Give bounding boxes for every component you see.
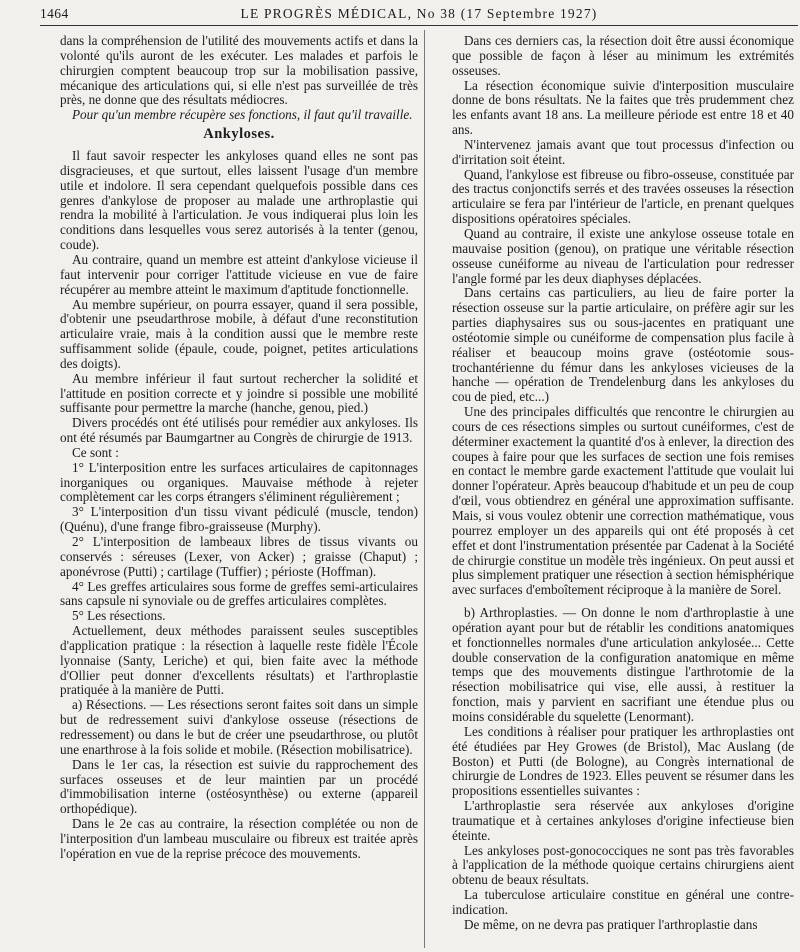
paragraph: 1° L'interposition entre les surfaces articulaires de capitonnages inorganiques ou organiques. Mauvaise méthode à rejeter complètement car les corps étrangers s'éliminent régulièrement ; bbox=[60, 459, 418, 505]
paragraph: L'arthroplastie sera réservée aux ankyloses d'origine traumatique et à certaines ankyloses d'origine infectieuse bien éteinte. bbox=[452, 798, 794, 843]
paragraph: Dans le 1er cas, la résection est suivie du rapprochement des surfaces osseuses et de leur maintien par un procédé d'immobilisation interne (ostéosynthèse) ou externe (appareil orthopédique). bbox=[60, 756, 418, 817]
paragraph: La résection économique suivie d'interposition musculaire donne de bons résultats. Ne la faites que très prudemment chez les enfants avant 18 ans. La meilleure période est entre 18 et 40 ans. bbox=[452, 77, 794, 138]
paragraph: Dans certains cas particuliers, au lieu de faire porter la résection osseuse sur la partie articulaire, on préfère agir sur les parties diaphysaires sus ou sous-jacentes en pratiquant une ostéotomie simple ou cunéiforme de compensation plus facile à réaliser et beaucoup moins grave (ostéotomie sous-trochantérienne du fémur dans les ankyloses vicieuses de la hanche — opération de Trendelenburg dans les ankyloses du cou de pied, etc...) bbox=[452, 285, 794, 405]
paragraph: b) Arthroplasties. — On donne le nom d'arthroplastie à une opération ayant pour but de rétablir les conditions anatomiques et fonctionnelles normales d'une articulation ankylosée... Cette double conservation de la configuration anatomique en même temps que des mouvements distingue l'arthrotomie de la résection mobilisatrice qui vise, elle aussi, à restituer la fonction, mais y parvient en sacrifiant une étendue plus ou moins considérable du squelette (Lenormant). bbox=[452, 605, 794, 724]
paragraph: 5° Les résections. bbox=[72, 608, 166, 624]
paragraph: Dans ces derniers cas, la résection doit être aussi économique que possible de façon à léser au minimum les extrémités osseuses. bbox=[452, 33, 794, 78]
section-heading: Ankyloses. bbox=[203, 126, 275, 143]
paragraph: Actuellement, deux méthodes paraissent seules susceptibles d'application pratique : la résection à laquelle reste fidèle l'École lyonnaise (Santy, Leriche) et qui, bien faite avec la méthode d'Ollier peut donner d'excellents résultats) et l'arthroplastie pratiquée à la manière de Putti. bbox=[60, 623, 418, 698]
paragraph: Ce sont : bbox=[72, 444, 119, 460]
paragraph: a) Résections. — Les résections seront faites soit dans un simple but de redressement suivi d'ankylose osseuse (résections de redressement) ou dans le but de créer une pseudarthrose, ou plutôt une enarthrose à la fois solide et mobile. (Résection mobilisatrice). bbox=[60, 697, 418, 757]
left-column bbox=[60, 34, 418, 862]
paragraph: Il faut savoir respecter les ankyloses quand elles ne sont pas disgracieuses, et que surtout, elles laissent l'usage d'un membre utile et indolore. Il sera cependant quelquefois possible dans ces genres d'ankylose de proposer au malade une arthroplastie qui rendra la mobilité à l'articulation. Je vous indiquerai plus loin les conditions dans lesquelles vous serez autorisés à la tenter (genou, coude). bbox=[60, 148, 418, 253]
page-header bbox=[40, 6, 798, 22]
paragraph: 4° Les greffes articulaires sous forme de greffes semi-articulaires sans capsule ni synoviale ou de greffes articulaires complètes. bbox=[60, 578, 418, 609]
paragraph: 2° L'interposition de lambeaux libres de tissus vivants ou conservés : séreuses (Lexer, von Acker) ; graisse (Chaput) ; aponévrose (Putti) ; cartilage (Tuffier) ; périoste (Hoffman). bbox=[60, 534, 418, 579]
paragraph: Quand au contraire, il existe une ankylose osseuse totale en mauvaise position (genou), on pratique une véritable résection osseuse cunéiforme au niveau de l'articulation pour redresser l'angle formé par les deux diaphyses déplacées. bbox=[452, 225, 794, 286]
paragraph: Pour qu'un membre récupère ses fonctions, il faut qu'il travaille. bbox=[72, 107, 413, 123]
paragraph: De même, on ne devra pas pratiquer l'arthroplastie dans bbox=[464, 916, 758, 932]
paragraph: Au contraire, quand un membre est atteint d'ankylose vicieuse il faut intervenir pour corriger l'attitude vicieuse en vue de faire récupérer au membre atteint le maximum d'aptitude fonctionnelle. bbox=[60, 251, 418, 297]
paragraph: Une des principales difficultés que rencontre le chirurgien au cours de ces résections simples ou surtout cunéiformes, c'est de déterminer exactement la quantité d'os à enlever, la direction des coupes à faire pour que les surfaces de section une fois remises en contact le membre garde exactement l'attitude que voulait lui donner l'opérateur. Après beaucoup d'habitude et un peu de coup d'œil, vous obtiendrez en général une approximation suffisante. Mais, si vous voulez obtenir une correction mathématique, vous pourrez employer un des appareils qui ont été proposés à cet effet et dont l'instrumentation présentée par Cadenat à la Société de chirurgie constitue un modèle très ingénieux. On peut aussi et plus simplement pratiquer une résection à section hémisphérique avec surfaces d'emboîtement réciproque à la manière de Sorel. bbox=[452, 404, 794, 598]
page-number: 1464 bbox=[40, 6, 69, 21]
paragraph: Au membre supérieur, on pourra essayer, quand il sera possible, d'obtenir une pseudarthrose mobile, à défaut d'une reconstitution articulaire vraie, mais à la condition aussi que le membre reste suffisamment solide (épaule, coude, poignet, petites articulations des doigts). bbox=[60, 296, 418, 371]
running-title: LE PROGRÈS MÉDICAL, No 38 (17 Septembre 1927) bbox=[240, 6, 598, 21]
right-column bbox=[452, 34, 794, 933]
paragraph: Les conditions à réaliser pour pratiquer les arthroplasties ont été étudiées par Hey Growes (de Bristol), Mac Auslang (de Boston) et Putti (de Bologne), au Congrès international de chirurgie de Londres de 1923. Elles peuvent se résumer dans les propositions essentielles suivantes : bbox=[452, 723, 794, 799]
paragraph: Quand, l'ankylose est fibreuse ou fibro-osseuse, constituée par des tractus conjonctifs serrés et des travées osseuses la résection articulaire se fera par l'intérieur de l'article, en prenant quelques dispositions opératoires spéciales. bbox=[452, 166, 794, 227]
paragraph: Dans le 2e cas au contraire, la résection complétée ou non de l'interposition d'un lambeau musculaire ou fibreux est traitée après l'opération en vue de la reprise précoce des mouvements. bbox=[60, 816, 418, 861]
paragraph: Les ankyloses post-gonococciques ne sont pas très favorables à l'application de la méthode quoique certains chirurgiens aient obtenu de beaux résultats. bbox=[452, 842, 794, 888]
paragraph: dans la compréhension de l'utilité des mouvements actifs et dans la volonté qu'ils auront de les exécuter. Les malades et parfois le chirurgien comptent beaucoup trop sur la mobilisation passive, mécanique des articulations qui, si elle n'est pas surveillée de très près, ne donne que des résultats médiocres. bbox=[60, 33, 418, 108]
paragraph: Au membre inférieur il faut surtout rechercher la solidité et l'attitude en position correcte et y joindre si possible une mobilité suffisante pour permettre la marche (hanche, genou, pied.) bbox=[60, 370, 418, 416]
paragraph: La tuberculose articulaire constitue en général une contre-indication. bbox=[452, 887, 794, 917]
paragraph: Divers procédés ont été utilisés pour remédier aux ankyloses. Ils ont été résumés par Baumgartner au Congrès de chirurgie de 1913. bbox=[60, 415, 418, 446]
paragraph: 3° L'interposition d'un tissu vivant pédiculé (muscle, tendon) (Quénu), d'une frange fibro-graisseuse (Murphy). bbox=[60, 504, 418, 535]
column-divider bbox=[424, 30, 425, 948]
paragraph: N'intervenez jamais avant que tout processus d'infection ou d'irritation soit éteint. bbox=[452, 136, 794, 167]
header-rule bbox=[40, 25, 798, 26]
